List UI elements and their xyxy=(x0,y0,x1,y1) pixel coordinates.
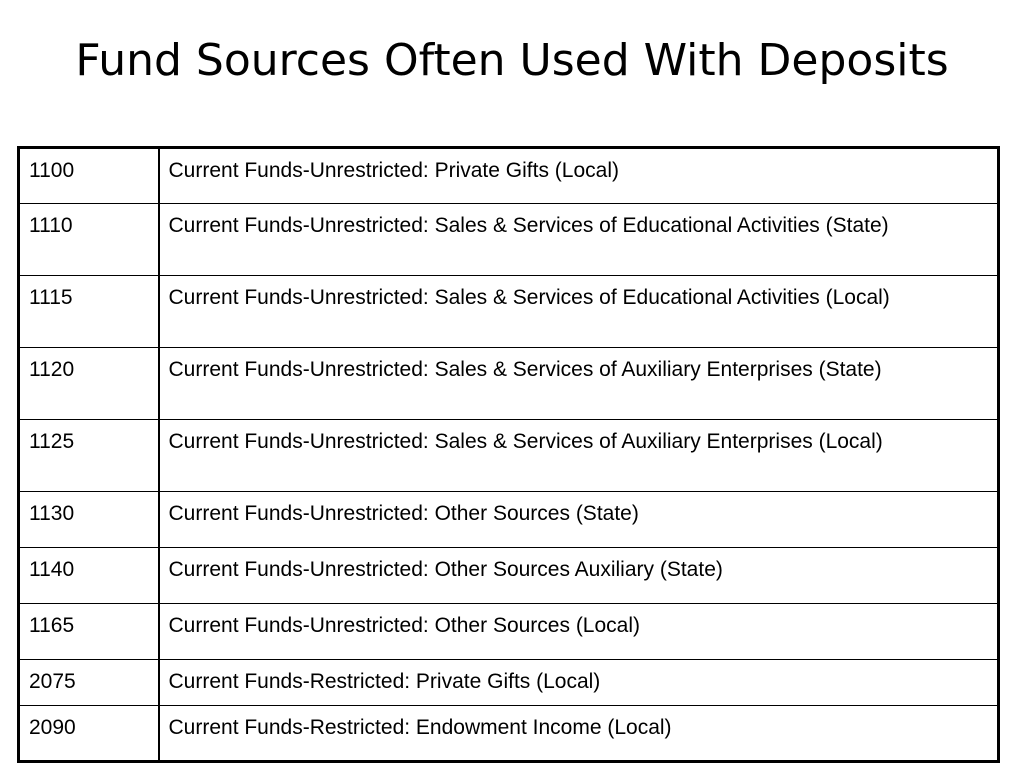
fund-description-cell: Current Funds-Unrestricted: Private Gifts (Local) xyxy=(159,148,999,204)
table-row xyxy=(19,548,999,604)
fund-description-cell: Current Funds-Restricted: Endowment Income (Local) xyxy=(159,706,999,762)
fund-code-cell: 1120 xyxy=(19,348,159,420)
fund-code-cell: 1130 xyxy=(19,492,159,548)
table-row xyxy=(19,276,999,348)
table-row xyxy=(19,204,999,276)
table-row xyxy=(19,148,999,204)
table-row xyxy=(19,706,999,762)
table-row xyxy=(19,348,999,420)
fund-description-cell: Current Funds-Unrestricted: Sales & Services of Educational Activities (State) xyxy=(159,204,999,276)
fund-sources-table xyxy=(17,146,1000,763)
fund-description-cell: Current Funds-Unrestricted: Sales & Services of Educational Activities (Local) xyxy=(159,276,999,348)
table-row xyxy=(19,492,999,548)
fund-code-cell: 2075 xyxy=(19,660,159,706)
fund-code-cell: 1100 xyxy=(19,148,159,204)
table-row xyxy=(19,420,999,492)
table-row xyxy=(19,604,999,660)
fund-code-cell: 2090 xyxy=(19,706,159,762)
fund-description-cell: Current Funds-Restricted: Private Gifts (Local) xyxy=(159,660,999,706)
fund-description-cell: Current Funds-Unrestricted: Other Sources (Local) xyxy=(159,604,999,660)
fund-description-cell: Current Funds-Unrestricted: Sales & Services of Auxiliary Enterprises (Local) xyxy=(159,420,999,492)
fund-code-cell: 1140 xyxy=(19,548,159,604)
fund-description-cell: Current Funds-Unrestricted: Other Sources Auxiliary (State) xyxy=(159,548,999,604)
fund-code-cell: 1125 xyxy=(19,420,159,492)
fund-code-cell: 1110 xyxy=(19,204,159,276)
page-title: Fund Sources Often Used With Deposits xyxy=(75,35,949,86)
fund-code-cell: 1165 xyxy=(19,604,159,660)
fund-description-cell: Current Funds-Unrestricted: Sales & Services of Auxiliary Enterprises (State) xyxy=(159,348,999,420)
fund-code-cell: 1115 xyxy=(19,276,159,348)
fund-description-cell: Current Funds-Unrestricted: Other Sources (State) xyxy=(159,492,999,548)
table-row xyxy=(19,660,999,706)
